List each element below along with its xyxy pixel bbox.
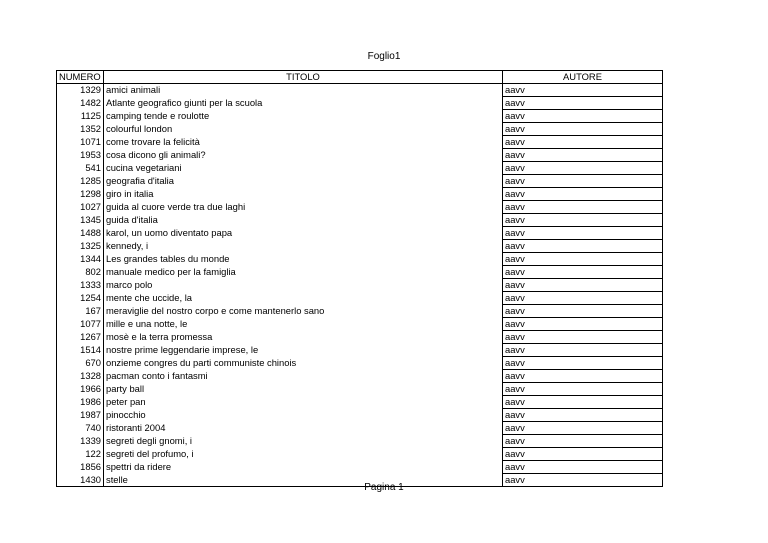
- autore-cell: aavv: [503, 409, 663, 422]
- table-row: [57, 227, 663, 240]
- numero-cell: 1430: [57, 474, 104, 487]
- table-row: [57, 84, 663, 97]
- numero-cell: 1125: [57, 110, 104, 123]
- autore-cell: aavv: [503, 474, 663, 487]
- column-header-autore: AUTORE: [503, 71, 663, 84]
- table-row: [57, 266, 663, 279]
- autore-cell: aavv: [503, 175, 663, 188]
- titolo-cell: geografia d'italia: [104, 175, 503, 188]
- table-row: [57, 461, 663, 474]
- titolo-cell: cosa dicono gli animali?: [104, 149, 503, 162]
- table-row: [57, 396, 663, 409]
- titolo-cell: segreti del profumo, i: [104, 448, 503, 461]
- numero-cell: 1027: [57, 201, 104, 214]
- autore-cell: aavv: [503, 214, 663, 227]
- table-row: [57, 331, 663, 344]
- titolo-cell: guida al cuore verde tra due laghi: [104, 201, 503, 214]
- autore-cell: aavv: [503, 370, 663, 383]
- table-row: [57, 344, 663, 357]
- titolo-cell: onzieme congres du parti communiste chinois: [104, 357, 503, 370]
- numero-cell: 1352: [57, 123, 104, 136]
- table-row: [57, 422, 663, 435]
- autore-cell: aavv: [503, 188, 663, 201]
- table-row: [57, 370, 663, 383]
- table-row: [57, 253, 663, 266]
- titolo-cell: guida d'italia: [104, 214, 503, 227]
- titolo-cell: peter pan: [104, 396, 503, 409]
- titolo-cell: stelle: [104, 474, 503, 487]
- autore-cell: aavv: [503, 266, 663, 279]
- titolo-cell: mosè e la terra promessa: [104, 331, 503, 344]
- numero-cell: 802: [57, 266, 104, 279]
- table-row: [57, 149, 663, 162]
- autore-cell: aavv: [503, 97, 663, 110]
- titolo-cell: kennedy, i: [104, 240, 503, 253]
- titolo-cell: Atlante geografico giunti per la scuola: [104, 97, 503, 110]
- autore-cell: aavv: [503, 123, 663, 136]
- titolo-cell: camping tende e roulotte: [104, 110, 503, 123]
- table-row: [57, 279, 663, 292]
- table-row: [57, 318, 663, 331]
- numero-cell: 1298: [57, 188, 104, 201]
- autore-cell: aavv: [503, 162, 663, 175]
- autore-cell: aavv: [503, 422, 663, 435]
- numero-cell: 1339: [57, 435, 104, 448]
- numero-cell: 1328: [57, 370, 104, 383]
- autore-cell: aavv: [503, 331, 663, 344]
- numero-cell: 1987: [57, 409, 104, 422]
- numero-cell: 167: [57, 305, 104, 318]
- column-header-titolo: TITOLO: [104, 71, 503, 84]
- titolo-cell: cucina vegetariani: [104, 162, 503, 175]
- numero-cell: 1071: [57, 136, 104, 149]
- titolo-cell: spettri da ridere: [104, 461, 503, 474]
- titolo-cell: ristoranti 2004: [104, 422, 503, 435]
- titolo-cell: marco polo: [104, 279, 503, 292]
- table-row: [57, 201, 663, 214]
- titolo-cell: mille e una notte, le: [104, 318, 503, 331]
- autore-cell: aavv: [503, 84, 663, 97]
- autore-cell: aavv: [503, 305, 663, 318]
- autore-cell: aavv: [503, 110, 663, 123]
- titolo-cell: Les grandes tables du monde: [104, 253, 503, 266]
- autore-cell: aavv: [503, 279, 663, 292]
- titolo-cell: come trovare la felicità: [104, 136, 503, 149]
- table-row: [57, 110, 663, 123]
- numero-cell: 541: [57, 162, 104, 175]
- numero-cell: 1345: [57, 214, 104, 227]
- numero-cell: 1267: [57, 331, 104, 344]
- sheet-title: Foglio1: [367, 51, 401, 62]
- numero-cell: 1482: [57, 97, 104, 110]
- autore-cell: aavv: [503, 435, 663, 448]
- header-row: [57, 71, 663, 84]
- titolo-cell: meraviglie del nostro corpo e come mantenerlo sano: [104, 305, 503, 318]
- table-row: [57, 162, 663, 175]
- autore-cell: aavv: [503, 318, 663, 331]
- table-row: [57, 305, 663, 318]
- numero-cell: 1966: [57, 383, 104, 396]
- numero-cell: 1077: [57, 318, 104, 331]
- titolo-cell: manuale medico per la famiglia: [104, 266, 503, 279]
- autore-cell: aavv: [503, 448, 663, 461]
- titolo-cell: pinocchio: [104, 409, 503, 422]
- table-row: [57, 188, 663, 201]
- titolo-cell: segreti degli gnomi, i: [104, 435, 503, 448]
- numero-cell: 1488: [57, 227, 104, 240]
- autore-cell: aavv: [503, 461, 663, 474]
- numero-cell: 1856: [57, 461, 104, 474]
- numero-cell: 1285: [57, 175, 104, 188]
- table-row: [57, 175, 663, 188]
- table-row: [57, 136, 663, 149]
- numero-cell: 1325: [57, 240, 104, 253]
- numero-cell: 740: [57, 422, 104, 435]
- table-row: [57, 448, 663, 461]
- numero-cell: 1953: [57, 149, 104, 162]
- autore-cell: aavv: [503, 396, 663, 409]
- table-row: [57, 123, 663, 136]
- numero-cell: 122: [57, 448, 104, 461]
- table-row: [57, 97, 663, 110]
- titolo-cell: giro in italia: [104, 188, 503, 201]
- book-table: [56, 70, 663, 487]
- numero-cell: 1514: [57, 344, 104, 357]
- autore-cell: aavv: [503, 240, 663, 253]
- autore-cell: aavv: [503, 201, 663, 214]
- titolo-cell: pacman conto i fantasmi: [104, 370, 503, 383]
- table-row: [57, 292, 663, 305]
- column-header-numero: NUMERO: [57, 71, 104, 84]
- numero-cell: 1329: [57, 84, 104, 97]
- titolo-cell: nostre prime leggendarie imprese, le: [104, 344, 503, 357]
- titolo-cell: amici animali: [104, 84, 503, 97]
- table-row: [57, 214, 663, 227]
- autore-cell: aavv: [503, 357, 663, 370]
- table-row: [57, 357, 663, 370]
- autore-cell: aavv: [503, 383, 663, 396]
- table-row: [57, 240, 663, 253]
- numero-cell: 1986: [57, 396, 104, 409]
- autore-cell: aavv: [503, 227, 663, 240]
- numero-cell: 1344: [57, 253, 104, 266]
- autore-cell: aavv: [503, 136, 663, 149]
- titolo-cell: party ball: [104, 383, 503, 396]
- titolo-cell: karol, un uomo diventato papa: [104, 227, 503, 240]
- table-row: [57, 435, 663, 448]
- autore-cell: aavv: [503, 253, 663, 266]
- numero-cell: 1254: [57, 292, 104, 305]
- table-row: [57, 383, 663, 396]
- numero-cell: 670: [57, 357, 104, 370]
- autore-cell: aavv: [503, 292, 663, 305]
- numero-cell: 1333: [57, 279, 104, 292]
- titolo-cell: mente che uccide, la: [104, 292, 503, 305]
- autore-cell: aavv: [503, 344, 663, 357]
- titolo-cell: colourful london: [104, 123, 503, 136]
- autore-cell: aavv: [503, 149, 663, 162]
- page-footer: Pagina 1: [364, 482, 404, 493]
- table-row: [57, 409, 663, 422]
